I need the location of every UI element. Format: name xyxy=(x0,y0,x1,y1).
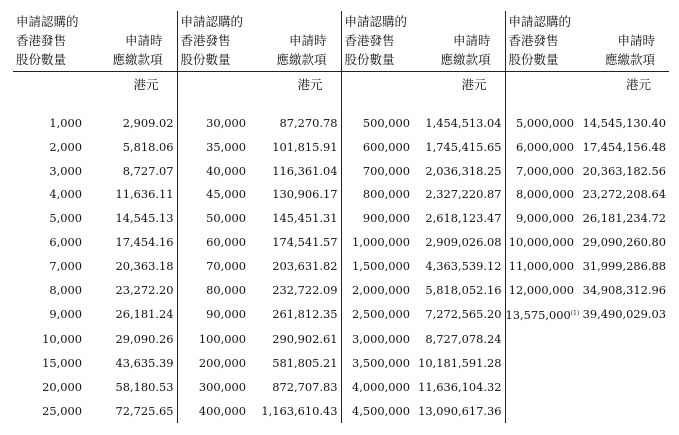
table-row xyxy=(13,255,669,279)
amount-cell: 116,361.04 xyxy=(272,163,338,178)
shares-cell xyxy=(13,183,86,207)
shares-cell xyxy=(505,231,578,255)
empty-cell xyxy=(578,352,669,376)
amount-cell: 5,818.06 xyxy=(122,139,174,154)
amount-header-line: 應繳款項 xyxy=(604,52,655,67)
shares-cell xyxy=(505,302,578,328)
shares-cell xyxy=(13,328,86,352)
shares-column-header xyxy=(13,11,86,72)
shares-cell xyxy=(505,255,578,279)
amount-cell: 20,363,182.56 xyxy=(582,163,666,178)
currency-unit-label: 港元 xyxy=(133,76,159,92)
empty-cell xyxy=(505,352,578,376)
amount-cell: 29,090.26 xyxy=(115,332,174,347)
shares-value: 3,000,000 xyxy=(352,332,410,347)
amount-column-header xyxy=(250,11,341,72)
empty-cell xyxy=(578,328,669,352)
table-row xyxy=(13,352,669,376)
shares-cell xyxy=(341,279,414,303)
shares-value: 10,000 xyxy=(42,332,82,347)
shares-cell xyxy=(341,376,414,400)
empty-cell xyxy=(578,400,669,424)
shares-value: 70,000 xyxy=(206,258,246,273)
amount-cell: 130,906.17 xyxy=(272,187,338,202)
shares-cell xyxy=(13,112,86,136)
shares-header-line: 股份數量 xyxy=(344,52,395,67)
amount-cell: 2,909.02 xyxy=(122,116,174,130)
amount-header-line: 申請時 xyxy=(452,33,491,48)
unit-row-blank xyxy=(177,72,250,96)
shares-value: 12,000,000 xyxy=(508,282,574,297)
amount-cell: 13,090,617.36 xyxy=(418,403,502,418)
currency-unit-label: 港元 xyxy=(461,76,487,92)
shares-value: 6,000 xyxy=(49,234,82,249)
shares-value: 900,000 xyxy=(362,211,410,226)
table-row xyxy=(13,328,669,352)
shares-value: 7,000 xyxy=(49,258,82,273)
shares-cell xyxy=(177,279,250,303)
shares-cell xyxy=(505,160,578,184)
shares-header-line: 申請認購的 xyxy=(344,14,408,29)
shares-value: 9,000 xyxy=(49,307,82,322)
empty-cell xyxy=(505,376,578,400)
table-body xyxy=(13,95,669,423)
table-row xyxy=(13,112,669,136)
shares-value: 200,000 xyxy=(198,355,246,370)
shares-cell xyxy=(13,207,86,231)
amount-cell: 26,181,234.72 xyxy=(582,211,666,226)
footnote-marker: (1) xyxy=(570,310,580,318)
amount-cell: 261,812.35 xyxy=(272,307,338,322)
shares-header-line: 申請認購的 xyxy=(180,14,244,29)
shares-value: 6,000,000 xyxy=(516,139,574,154)
amount-cell: 203,631.82 xyxy=(272,258,338,273)
shares-value: 300,000 xyxy=(198,379,246,394)
amount-cell: 8,727.07 xyxy=(122,163,174,178)
amount-cell: 581,805.21 xyxy=(272,355,338,370)
shares-cell xyxy=(505,207,578,231)
shares-cell xyxy=(13,400,86,424)
shares-cell xyxy=(13,352,86,376)
unit-row-blank xyxy=(13,72,86,96)
shares-value: 4,000,000 xyxy=(352,379,410,394)
amount-cell: 10,181,591.28 xyxy=(418,355,502,370)
shares-header-line: 股份數量 xyxy=(16,52,67,67)
shares-header-line: 申請認購的 xyxy=(16,14,79,29)
shares-cell xyxy=(177,352,250,376)
shares-header-line: 香港發售 xyxy=(16,33,67,48)
amount-cell: 43,635.39 xyxy=(115,355,174,370)
shares-cell xyxy=(177,112,250,136)
amount-cell: 2,036,318.25 xyxy=(425,163,502,178)
shares-value: 3,000 xyxy=(49,163,82,178)
amount-cell: 5,818,052.16 xyxy=(425,282,502,297)
shares-cell xyxy=(341,328,414,352)
shares-cell xyxy=(341,207,414,231)
shares-value: 11,000,000 xyxy=(508,258,574,273)
shares-header-line: 股份數量 xyxy=(508,52,559,67)
shares-cell xyxy=(341,352,414,376)
amount-cell: 4,363,539.12 xyxy=(425,258,502,273)
amount-cell: 1,454,513.04 xyxy=(425,116,502,130)
amount-cell: 145,451.31 xyxy=(272,211,338,226)
shares-cell xyxy=(13,255,86,279)
shares-cell xyxy=(13,231,86,255)
shares-value: 35,000 xyxy=(206,139,246,154)
amount-cell: 72,725.65 xyxy=(115,403,174,418)
amount-cell: 290,902.61 xyxy=(272,332,338,347)
shares-value: 1,000 xyxy=(49,116,82,130)
shares-value: 2,000 xyxy=(49,139,82,154)
shares-value: 400,000 xyxy=(198,403,246,418)
shares-header-line: 香港發售 xyxy=(508,33,559,48)
shares-cell xyxy=(505,183,578,207)
shares-value: 10,000,000 xyxy=(508,234,574,249)
shares-value: 40,000 xyxy=(206,163,246,178)
shares-cell xyxy=(177,183,250,207)
table-row xyxy=(13,400,669,424)
shares-value: 13,575,000 xyxy=(505,308,571,323)
amount-column-header xyxy=(414,11,505,72)
shares-cell xyxy=(177,160,250,184)
shares-value: 7,000,000 xyxy=(516,163,574,178)
amount-cell: 87,270.78 xyxy=(279,116,338,130)
amount-cell: 31,999,286.88 xyxy=(582,258,666,273)
currency-unit-label: 港元 xyxy=(625,76,651,92)
shares-cell xyxy=(505,136,578,160)
amount-column-header xyxy=(86,11,177,72)
shares-cell xyxy=(13,136,86,160)
shares-value: 600,000 xyxy=(362,139,410,154)
shares-column-header xyxy=(505,11,578,72)
amount-cell: 23,272.20 xyxy=(115,282,174,297)
shares-cell xyxy=(505,279,578,303)
amount-cell: 7,272,565.20 xyxy=(425,307,502,322)
amount-cell: 29,090,260.80 xyxy=(582,234,666,249)
amount-cell: 8,727,078.24 xyxy=(425,332,502,347)
shares-value: 100,000 xyxy=(198,332,246,347)
amount-cell: 20,363.18 xyxy=(115,258,174,273)
empty-cell xyxy=(505,400,578,424)
shares-value: 1,000,000 xyxy=(352,234,410,249)
shares-header-line: 香港發售 xyxy=(180,33,231,48)
amount-cell: 2,618,123.47 xyxy=(425,211,502,226)
shares-value: 700,000 xyxy=(362,163,410,178)
shares-value: 9,000,000 xyxy=(516,211,574,226)
shares-header-line: 香港發售 xyxy=(344,33,395,48)
amount-cell: 14,545.13 xyxy=(115,211,174,226)
amount-header-line: 應繳款項 xyxy=(440,52,491,67)
shares-value: 5,000,000 xyxy=(516,116,574,130)
shares-value: 25,000 xyxy=(42,403,82,418)
shares-value: 30,000 xyxy=(206,116,246,130)
shares-cell xyxy=(341,302,414,328)
shares-value: 1,500,000 xyxy=(352,258,410,273)
unit-row-blank xyxy=(505,72,578,96)
shares-cell xyxy=(341,255,414,279)
shares-value: 90,000 xyxy=(206,307,246,322)
amount-header-line: 應繳款項 xyxy=(112,52,163,67)
shares-value: 50,000 xyxy=(206,211,246,226)
table-row xyxy=(13,136,669,160)
empty-cell xyxy=(505,328,578,352)
shares-value: 45,000 xyxy=(206,187,246,202)
shares-cell xyxy=(177,136,250,160)
amount-cell: 39,490,029.03 xyxy=(582,307,666,322)
shares-cell xyxy=(177,302,250,328)
amount-column-header xyxy=(578,11,669,72)
shares-value: 5,000 xyxy=(49,211,82,226)
shares-cell xyxy=(177,376,250,400)
amount-cell: 26,181.24 xyxy=(115,307,174,322)
table-row xyxy=(13,231,669,255)
shares-cell xyxy=(177,255,250,279)
unit-row-blank xyxy=(341,72,414,96)
shares-cell xyxy=(13,160,86,184)
amount-cell: 1,163,610.43 xyxy=(261,403,338,418)
table-row xyxy=(13,160,669,184)
amount-cell: 2,327,220.87 xyxy=(425,187,502,202)
shares-column-header xyxy=(177,11,250,72)
shares-cell xyxy=(177,231,250,255)
shares-value: 2,500,000 xyxy=(352,307,410,322)
application-price-table-container xyxy=(13,11,668,423)
amount-cell: 11,636.11 xyxy=(115,187,174,202)
amount-cell: 174,541.57 xyxy=(272,234,338,249)
shares-cell xyxy=(13,279,86,303)
shares-value: 80,000 xyxy=(206,282,246,297)
shares-value: 4,500,000 xyxy=(352,403,410,418)
shares-value: 800,000 xyxy=(362,187,410,202)
amount-header-line: 申請時 xyxy=(617,33,655,48)
shares-value: 500,000 xyxy=(362,116,410,130)
amount-cell: 34,908,312.96 xyxy=(582,282,666,297)
shares-value: 15,000 xyxy=(42,355,82,370)
shares-value: 8,000,000 xyxy=(516,187,574,202)
shares-cell xyxy=(341,160,414,184)
amount-cell: 2,909,026.08 xyxy=(425,234,502,249)
shares-value: 20,000 xyxy=(42,379,82,394)
amount-cell: 232,722.09 xyxy=(272,282,338,297)
shares-cell xyxy=(177,400,250,424)
shares-cell xyxy=(177,328,250,352)
table-row xyxy=(13,279,669,303)
amount-header-line: 申請時 xyxy=(124,33,163,48)
shares-header-line: 股份數量 xyxy=(180,52,231,67)
shares-cell xyxy=(13,302,86,328)
empty-cell xyxy=(578,376,669,400)
shares-value: 2,000,000 xyxy=(352,282,410,297)
shares-value: 4,000 xyxy=(49,187,82,202)
application-price-table xyxy=(13,11,669,423)
spacer-row xyxy=(13,95,669,112)
amount-cell: 14,545,130.40 xyxy=(582,116,666,130)
shares-cell xyxy=(13,376,86,400)
shares-cell xyxy=(341,183,414,207)
shares-cell xyxy=(177,207,250,231)
shares-column-header xyxy=(341,11,414,72)
table-row xyxy=(13,302,669,328)
amount-cell: 11,636,104.32 xyxy=(418,379,502,394)
amount-header-line: 申請時 xyxy=(288,33,327,48)
amount-cell: 17,454,156.48 xyxy=(582,139,666,154)
shares-value: 8,000 xyxy=(49,282,82,297)
shares-cell xyxy=(341,112,414,136)
table-header xyxy=(13,11,669,95)
shares-cell xyxy=(341,136,414,160)
currency-unit-label: 港元 xyxy=(297,76,323,92)
shares-value: 60,000 xyxy=(206,234,246,249)
shares-cell xyxy=(341,400,414,424)
shares-cell xyxy=(505,112,578,136)
amount-cell: 101,815.91 xyxy=(272,139,338,154)
amount-cell: 1,745,415.65 xyxy=(425,139,502,154)
amount-cell: 23,272,208.64 xyxy=(582,187,666,202)
amount-header-line: 應繳款項 xyxy=(276,52,327,67)
amount-cell: 17,454.16 xyxy=(115,234,174,249)
table-row xyxy=(13,183,669,207)
shares-header-line: 申請認購的 xyxy=(508,14,572,29)
table-row xyxy=(13,376,669,400)
amount-cell: 58,180.53 xyxy=(115,379,174,394)
shares-cell xyxy=(341,231,414,255)
amount-cell: 872,707.83 xyxy=(272,379,338,394)
shares-value: 3,500,000 xyxy=(352,355,410,370)
table-row xyxy=(13,207,669,231)
